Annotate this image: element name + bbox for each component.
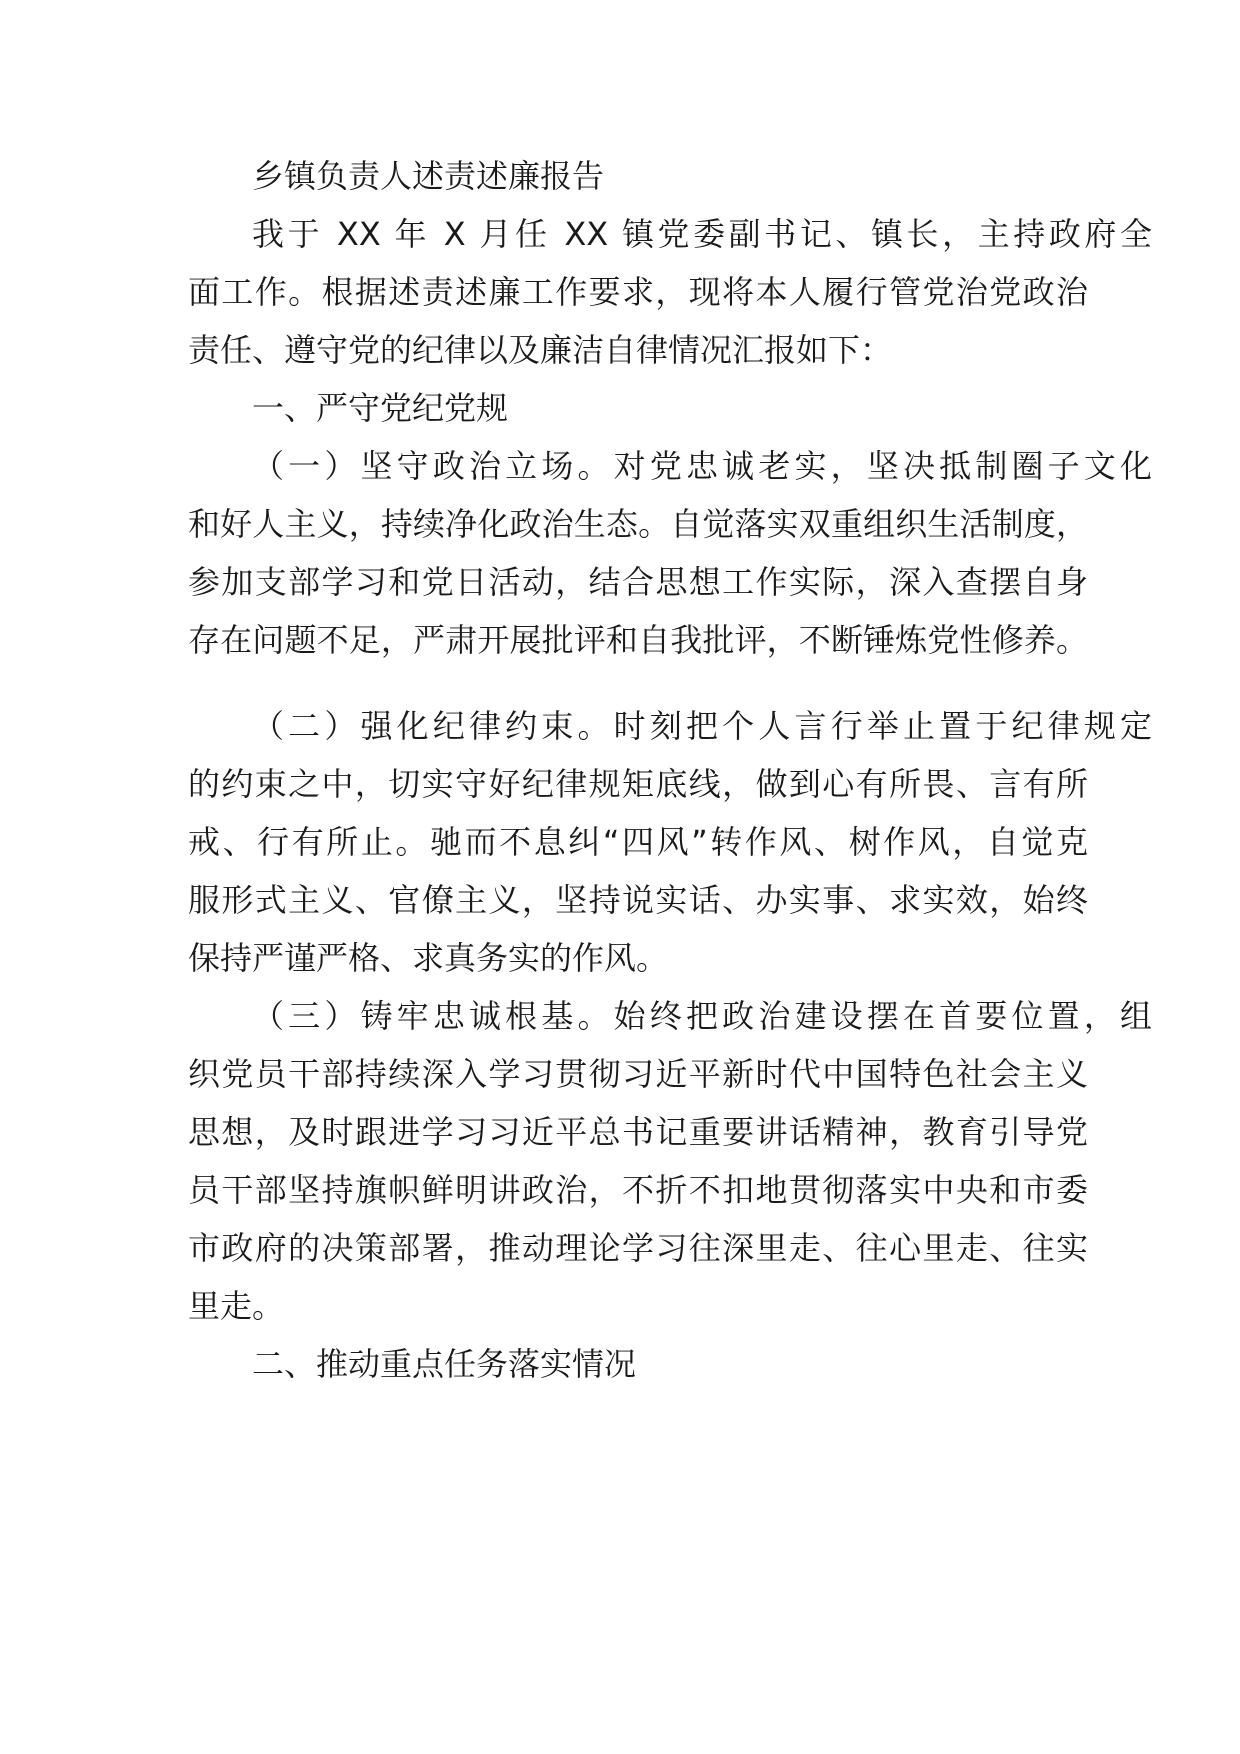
document-title: 乡镇负责人述责述廉报告 [252,157,605,195]
para3-line-1: （三）铸牢忠诚根基。始终把政治建设摆在首要位置，组 [252,997,1152,1035]
para1-line-3: 参加支部学习和党日活动，结合思想工作实际，深入查摆自身 [188,563,1088,601]
para1-line-4: 存在问题不足，严肃开展批评和自我批评，不断锤炼党性修养。 [188,621,1088,659]
para3-line-3: 思想，及时跟进学习习近平总书记重要讲话精神，教育引导党 [188,1113,1088,1151]
para1-line-1: （一）坚守政治立场。对党忠诚老实，坚决抵制圈子文化 [252,447,1152,485]
intro-line-2: 面工作。根据述责述廉工作要求，现将本人履行管党治党政治 [188,273,1088,311]
para2-line-3: 戒、行有所止。驰而不息纠“四风”转作风、树作风，自觉克 [188,823,1088,861]
para2-line-1: （二）强化纪律约束。时刻把个人言行举止置于纪律规定 [252,707,1152,745]
para1-line-2: 和好人主义，持续净化政治生态。自觉落实双重组织生活制度， [188,505,1088,543]
intro-line-3: 责任、遵守党的纪律以及廉洁自律情况汇报如下： [188,331,893,369]
para2-line-2: 的约束之中，切实守好纪律规矩底线，做到心有所畏、言有所 [188,765,1088,803]
para2-line-4: 服形式主义、官僚主义，坚持说实话、办实事、求实效，始终 [188,881,1088,919]
intro-line-1: 我于 XX 年 X 月任 XX 镇党委副书记、镇长，主持政府全 [252,215,1152,253]
para3-line-4: 员干部坚持旗帜鲜明讲政治，不折不扣地贯彻落实中央和市委 [188,1171,1088,1209]
para3-line-5: 市政府的决策部署，推动理论学习往深里走、往心里走、往实 [188,1229,1088,1267]
para2-line-5: 保持严谨严格、求真务实的作风。 [188,939,669,977]
para3-line-6: 里走。 [188,1287,285,1325]
section-heading-1: 一、严守党纪党规 [252,389,509,427]
section-heading-2: 二、推动重点任务落实情况 [252,1345,637,1383]
para3-line-2: 织党员干部持续深入学习贯彻习近平新时代中国特色社会主义 [188,1055,1088,1093]
